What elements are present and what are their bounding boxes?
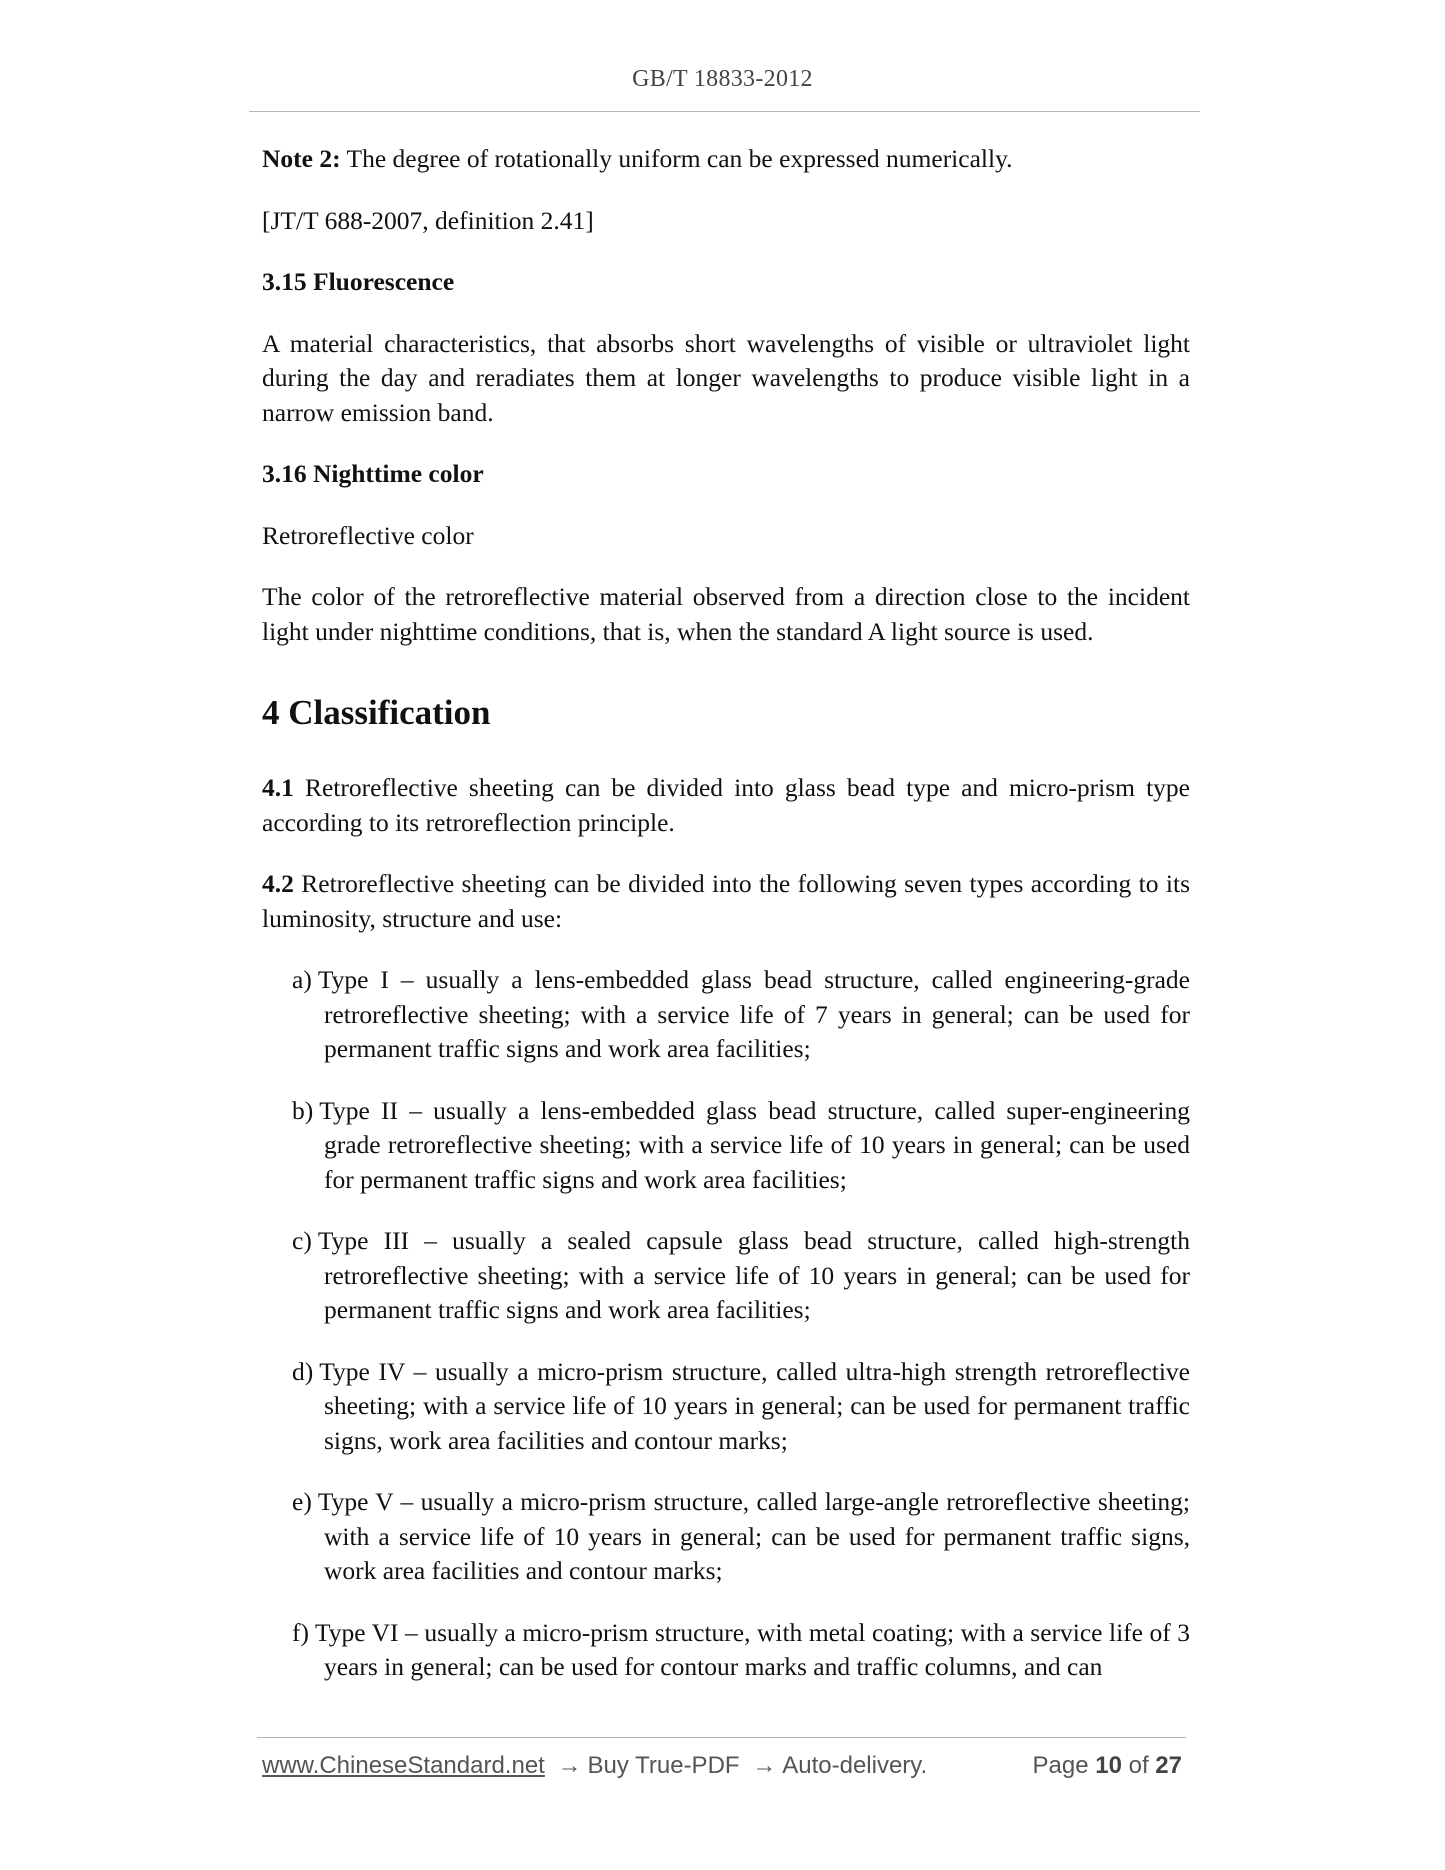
website-link[interactable]: www.ChineseStandard.net [262, 1752, 545, 1779]
section-3-16-heading [262, 457, 1190, 492]
arrow-right-icon: → [557, 1752, 582, 1779]
section-3-16-synonym: Retroreflective color [262, 520, 474, 550]
page-word: Page [1032, 1752, 1089, 1779]
list-item-marker: f) [292, 1617, 309, 1647]
section-3-16-definition: The color of the retroreflective material observed from a direction close to the incident light under nighttime conditions, that is, when the standard A light source is used. [262, 582, 1190, 646]
total-page-count: 27 [1155, 1752, 1182, 1779]
page-of-word: of [1128, 1752, 1149, 1779]
list-item [292, 1616, 1190, 1685]
list-item-text: Type I – usually a lens-embedded glass bead structure, called engineering-grade retroreflective sheeting; with a service life of 7 years in general; can be used for permanent traffic signs and work area facilities; [317, 965, 1190, 1063]
section-3-15-title: 3.15 Fluorescence [262, 267, 455, 296]
page-content [262, 142, 1190, 1712]
clause-4-2 [262, 867, 1190, 936]
list-item-text: Type VI – usually a micro-prism structure, with metal coating; with a service life of 3 years in general; can be used for contour marks and traffic columns, and can [314, 1617, 1190, 1681]
list-item-text: Type III – usually a sealed capsule glass bead structure, called high-strength retroreflective sheeting; with a service life of 10 years in general; can be used for permanent traffic signs and work area facilities; [317, 1226, 1190, 1324]
current-page-number: 10 [1095, 1752, 1122, 1779]
clause-4-1-label: 4.1 [262, 773, 294, 802]
list-item-marker: e) [292, 1487, 312, 1516]
header-divider [249, 111, 1200, 112]
list-item [292, 1485, 1190, 1589]
section-3-16-title: 3.16 Nighttime color [262, 459, 484, 488]
note-2-text: The degree of rotationally uniform can be expressed numerically. [340, 144, 1013, 173]
list-item [292, 963, 1190, 1067]
page-indicator [1033, 1752, 1183, 1780]
list-item-marker: d) [292, 1356, 314, 1386]
list-item-text: Type II – usually a lens-embedded glass bead structure, called super-engineering grade retroreflective sheeting; with a service life of 10 years in general; can be used for permanent traffic signs and work area facilities; [319, 1095, 1190, 1194]
note-2 [262, 142, 1190, 177]
reference-citation: [JT/T 688-2007, definition 2.41] [262, 205, 594, 235]
note-2-label: Note 2: [262, 144, 341, 173]
arrow-right-icon: → [752, 1752, 777, 1779]
clause-4-2-text: Retroreflective sheeting can be divided into the following seven types according to its luminosity, structure and use: [262, 869, 1190, 933]
section-3-15-definition: A material characteristics, that absorbs short wavelengths of visible or ultraviolet light during the day and reradiates them at longer wavelengths to produce visible light in a narrow emission band. [262, 328, 1190, 427]
list-item-marker: c) [292, 1226, 312, 1255]
footer-divider [257, 1737, 1186, 1738]
list-item-marker: a) [292, 965, 312, 994]
list-item-text: Type V – usually a micro-prism structure, called large-angle retroreflective sheeting; with a service life of 10 years in general; can be used for permanent traffic signs, work area facilities and contour marks; [317, 1487, 1190, 1585]
document-code-header: GB/T 18833-2012 [632, 66, 813, 92]
page-footer [262, 1752, 1182, 1780]
list-item [292, 1355, 1190, 1459]
clause-4-1-text: Retroreflective sheeting can be divided into glass bead type and micro-prism type according to its retroreflection principle. [262, 773, 1190, 837]
clause-4-1 [262, 771, 1190, 840]
list-item-text: Type IV – usually a micro-prism structure, called ultra-high strength retroreflective sheeting; with a service life of 10 years in general; can be used for permanent traffic signs, work area facilities and contour marks; [319, 1356, 1190, 1455]
section-4-heading: 4 Classification [262, 693, 491, 732]
sheeting-type-list [262, 963, 1190, 1685]
auto-delivery-text: Auto-delivery. [782, 1752, 928, 1779]
list-item [292, 1224, 1190, 1328]
list-item-marker: b) [292, 1095, 314, 1125]
buy-true-pdf-text: Buy True-PDF [587, 1752, 740, 1779]
section-3-15-heading [262, 265, 1190, 300]
list-item [292, 1094, 1190, 1198]
clause-4-2-label: 4.2 [262, 869, 294, 898]
